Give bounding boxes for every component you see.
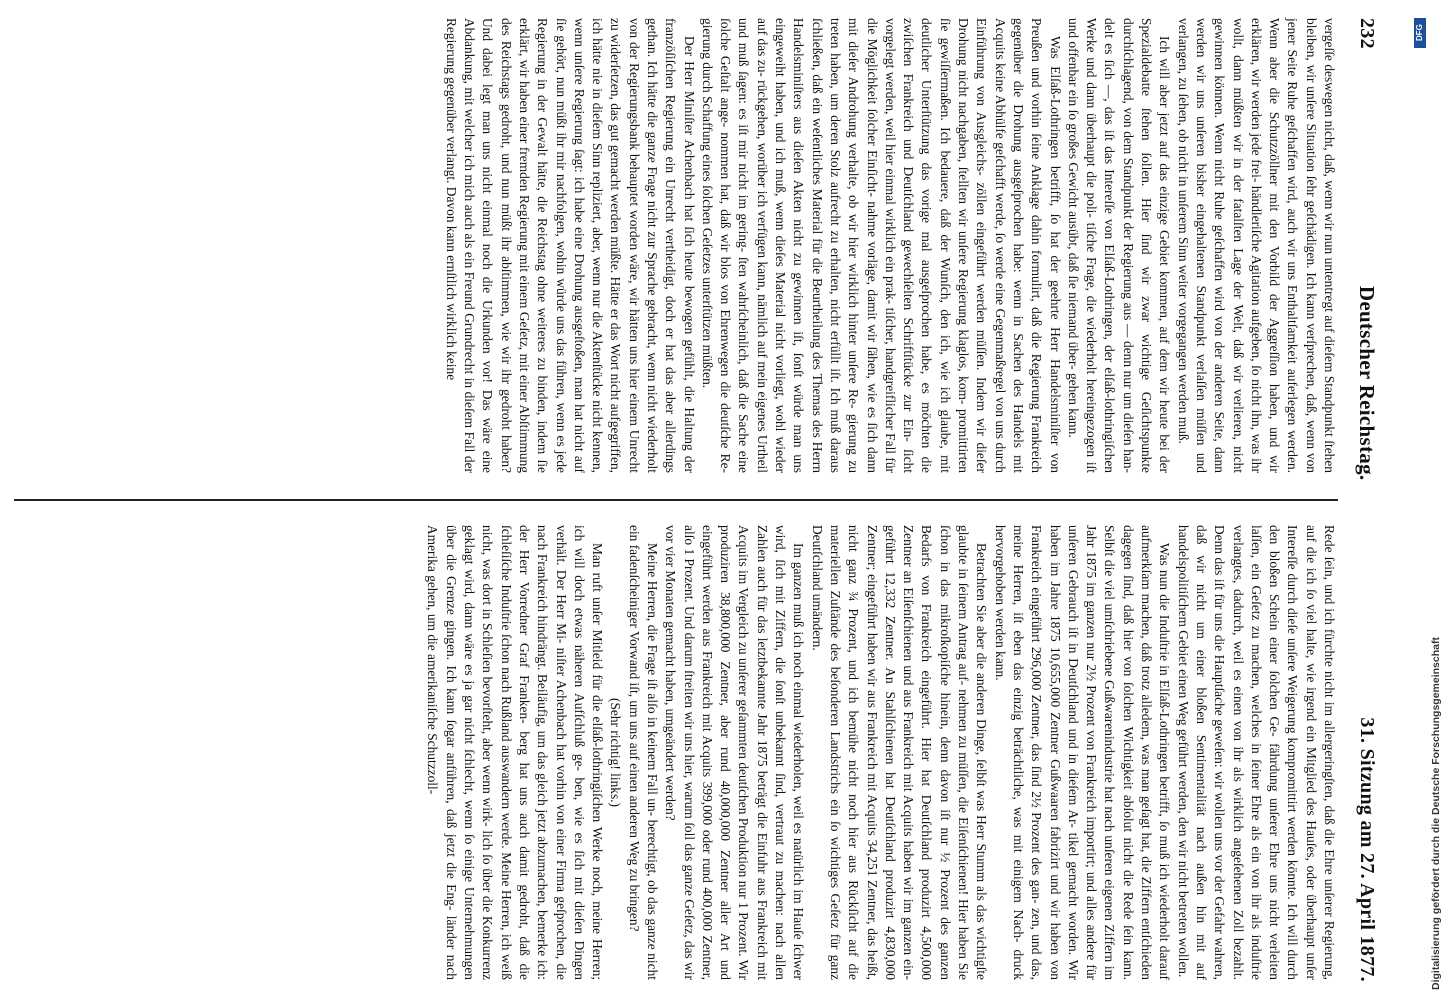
paragraph: Ich will aber jetzt auf das einzige Gebiet kommen, auf dem wir heute bei der Spezialdebatte ſtehen ſollen. Hier ſind wir zwar wichtige Geſichtspunkte durchſchlagend, von dem Standpunkt der Regierung aus — denn nur um dieſen han- delt es ſich —, das iſt das Intereſſe von Elſaß-Lothringen, der elſaß-lothringiſchen Werke und dann überhaupt die poli- tiſche Frage, die wiederholt hereingezogen iſt und offenbar ein ſo großes Gewicht ausübt, daß ſie niemand über- gehen kann. <box>1065 18 1173 473</box>
right-column <box>10 525 1338 980</box>
digitization-credit <box>1406 0 1442 1000</box>
paragraph: vergeſſe deswegen nicht, daß, wenn wir nun untentregt auf dieſem Standpunkt ſtehen bleiben, wir unſere Situation ſehr geſchädigen. Ich kann verſprechen, daß, wenn von jener Seite Ruhe geſchaffen wird, auch wir uns Enthaltſamkeit auferlegen werden. Wenn aber die Schutzzöllner mit den Vorbild der Aggreſſion haben, und wir erklären, wir werden jede frei- händleriſche Agitation aufgeben, ſo nicht ihn, was ihr wollt, dann müßten wir in der fatalſten Lage der Welt, daß wir verlieren, nicht gewinnen können. Wenn nicht Ruhe geſchaffen wird von der anderen Seite, dann werden wir uns unſeren bisher eingehaltenen Standpunkt verlaſſen müſſen und verlangen, zu ſehen, ob nicht in unſerem Sinn weiter vorgegangen werden muß. <box>1175 18 1337 473</box>
column-divider <box>14 499 1338 501</box>
left-column <box>10 18 1338 473</box>
paragraph: Betrachten Sie aber die anderen Dinge, ſelbſt was Herr Stumm als das wichtigſte glaubte in ſeinem Antrag auf- nehmen zu müſſen, die Eiſenſchienen! Hier haben Sie ſchon in das mikroſkopiſche hinein, denn davon iſt nur ½ Prozent des ganzen Bedarfs von Frankreich eingeführt. Hier hat Deutſchland produzirt 4,500,000 Zentner an Eiſenſchienen und aus Frankreich mit Acquits haben wir im ganzen ein- geführt 12,332 Zentner. An Stahlſchienen hat Deutſchland produzirt 4,830,000 Zentner; eingeführt haben wir aus Frankreich mit Acquits 34,251 Zentner, das heißt, nicht ganz ¾ Prozent, und ich bemühe nicht noch hier aus Rückſicht auf die materiellen Zuſtände des beſonderen Landstrichs ein ſo wichtiges Geſetz für ganz Deutſchland umändern. <box>809 525 990 980</box>
paragraph: Im ganzen muß ich noch einmal wiederholen, weil es natürlich im Hauſe ſchwer wird, ſich mit Ziffern, die ſonſt unbekannt ſind, vertraut zu machen: nach allen Zahlen auch für das letztbekannte Jahr 1875 beträgt die Einfuhr aus Frankreich mit Acquits im Vergleich zu unſerer geſammten deutſchen Produktion nur 1 Prozent. Wir produziren 38,800,000 Zentner, aber rund 40,000,000 Zentner aller Art und eingeführt werden aus Frankreich mit Acquits 399,000 oder rund 400,000 Zentner, alſo 1 Prozent. Und darum ſtreiten wir uns hier, warum ſoll das ganze Geſetz, das wir vor vier Monaten gemacht haben, umgeändert werden? <box>663 525 807 980</box>
paragraph: Rede ſein, und ich fürchte nicht im allergeringſten, daß die Ehre unſerer Regierung, auf die ich ſo viel halte, wie irgend ein Mitglied des Hauſes, oder überhaupt unſer Intereſſe durch dieſe unſere Weigerung kompromittirt werden könnte. Ich will durch den bloßen Schein einer ſolchen Ge- fährdung unſerer Ehre uns nicht verleiten laſſen, ein Geſetz zu machen, welches in ſeiner Ehre als ein von ihr als induſtrie verlangtes, dadurch, weil es einen von ihr als wirklich angeſehenen Zoll bezahlt. Denn das iſt für uns die Hauptſache geweſen: wir wollen uns vor der Gefahr wahren, daß wir nicht um einer bloßen Sentimentalität nach außen hin mit auf handelspolitiſchem Gebiet einen Weg geführt werden, den wir nicht betreten wollen. <box>1175 525 1337 980</box>
page-header <box>1348 18 1386 982</box>
paragraph: Der Herr Miniſter Achenbach hat ſich heute bewogen gefühlt, die Haltung der franzöſiſchen Regierung ein Unrecht vertheidigt, doch er hat das aber allerdings gethan. Ich hätte die ganze Frage nicht zur Sprache gebracht, wenn nicht wiederholt von der Regierungsbank behauptet worden wäre, wir hätten uns hier einem Unrecht zu widerſetzen, das gut gemacht werden müßte. Hätte er das Wort nicht aufgegriffen, ich hätte nie in dieſem Sinn repliziert, aber, wenn nur die Aktenſtücke nicht kennen, wenn unſere Regierung ſagt: ich habe eine Drohung ausgeſtoßen, man hat nicht auf ſie gehört, nun müßt ihr mir nachfolgen, wohin würde uns das führen, wenn es jede Regierung in der Gewalt hätte, die Reichstag ohne weiteres zu binden, indem ſie erklärt, wir haben einer fremden Regierung mit einem Geſetz, mit einer Abſtimmung des Reichstags gedroht, und nun müßt ihr abſtimmen, wie wir ihr gedroht haben? Und dabei legt man uns nicht einmal noch die Urkunden vor! Das wäre eine Abdankung, mit welcher ich mich auch als ein Freund Grundrecht in dieſem Fall der Regierung gegenüber verlangt. Davon kann ernſtlich wirklich keine <box>443 18 697 473</box>
session-date: 31. Sitzung am 27. April 1877. <box>1356 717 1379 982</box>
publication-title: Deutscher Reichstag. <box>1355 285 1380 481</box>
paragraph: Was Elſaß-Lothringen betrifft, ſo hat der geehrte Herr Handelsminiſter von Preußen und vorhin ſeine Anklage dahin formulirt, daß die Regierung Frankreich gegenüber die Drohung ausgeſprochen habe: wenn in Sachen des Handels mit Acquits keine Abhülfe geſchafft werde, ſo werde eine Gegenmaßregel von uns durch Einführung von Ausgleichs- zöllen eingeführt werden müſſen. Indem wir dieſer Drohung nicht nachgaben, ſtellten wir unſere Regierung klaglos, kom- promittirten ſie gewiſſermaßen. Ich bedauere, daß der Wunſch, den ich, wie ich glaube, mit deutlicher Unterſtützung das vorige mal ausgeſprochen habe, es möchten die zwiſchen Frankreich und Deutſchland gewechſelten Schriftſtücke zur Ein- ſicht vorgelegt werden, weil hier einmal wirklich ein prak- tiſcher, handgreiflicher Fall für die Möglichkeit ſolcher Einſicht- nahme vorläge, damit wir ſähen, wie es ſich dann mit dieſer Androhung verhalte, ob wir hier wirklich hinter unſere Re- gierung zu treten haben, um deren Stolz aufrecht zu erhalten, nicht erfüllt iſt. Ich muß daraus ſchließen, daß ein weſentliches Material für die Beurtheilung des Themas des Herrn Handelsminiſters aus dieſen Akten nicht zu gewinnen iſt, ſonſt würde man uns eingeweiht haben, und ich muß, wenn dieſes Material nicht vorliegt, wohl wieder auf das zu- rückgehen, worüber ich verfügen kann, nämlich auf mein eigenes Urtheil und muß ſagen: es iſt mir nicht im gering- ſten wahrſcheinlich, daß die Sache eine ſolche Geſtalt ange- nommen hat, daß wir blos von Ehrenwegen die deutſche Re- gierung durch Schaffung eines ſolchen Geſetzes unterſtützen müßten. <box>699 18 1063 473</box>
paragraph: Man ruft unſer Mitleid für die elſaß-lothringiſchen Werke noch, meine Herren; ich will doch etwas näheren Aufſchluß ge- ben, wie es ſich mit dieſen Dingen verhält. Der Herr Mi- niſter Achenbach hat vorhin von einer Firma geſprochen, die nach Frankreich hindrängt. Beiläufig, um das gleich jetzt abzumachen, bemerke ich: der Herr Vorredner Graf Franken- berg hat uns auch damit gedroht, daß die ſchleſiſche Induſtrie ſchon nach Rußland auswandern werde. Meine Herren, ich weiß nicht, was dort in Schleſien bevorſteht, aber wenn wirk- lich ſo über die Konkurrenz geklagt wird, dann wäre es ja gar nicht ſchlecht, wenn ſo einige Unternehmungen über die Grenze gingen. Ich kann ſogar anführen, daß jetzt die Eng- länder nach Amerika gehen, um die amerikaniſche Schutzzoll- <box>425 525 606 980</box>
credit-text: Digitalisierung gefördert durch die Deutsche Forschungsgemeinschaft <box>1430 637 1442 990</box>
paragraph: (Sehr richtig! links.) <box>608 698 624 807</box>
page-number: 232 <box>1356 18 1379 49</box>
dfg-logo: DFG <box>1414 18 1426 48</box>
paragraph: Was nun die Induſtrie in Elſaß-Lothringen betrifft, ſo muß ich wiederholt darauf aufmerkſam machen, daß trotz alledem, was man geſagt hat, die Ziffern entſchieden dagegen ſind, daß hier von ſolchen Wichtigkeit abſolut nicht die Rede ſein kann. Selbſt die viel umſchriebene Gußwarenindustrie hat nach unſeren eigenen Ziffern im Jahr 1875 im ganzen nur 2½ Prozent von Frankreich importirt; und alles andere für unſeren Gebrauch iſt in Deutſchland und in dieſem Ar- tikel gemacht worden. Wir haben im Jahre 1875 10,655,000 Zentner Gußwaaren fabrizirt und wir haben von Frankreich eingeführt 296,000 Zentner, das ſind 2½ Prozent des gan- zen, und das, meine Herren, iſt eben das einzig beträchtliche, was mit einigem Nach- druck hervorgehoben werden kann. <box>992 525 1173 980</box>
paragraph: Meine Herren, die Frage iſt alſo in keinem Fall un- berechtigt, ob das ganze nicht ein fadenſcheiniger Vorwand iſt, um uns auf einen anderen Weg zu bringen? <box>626 525 661 980</box>
